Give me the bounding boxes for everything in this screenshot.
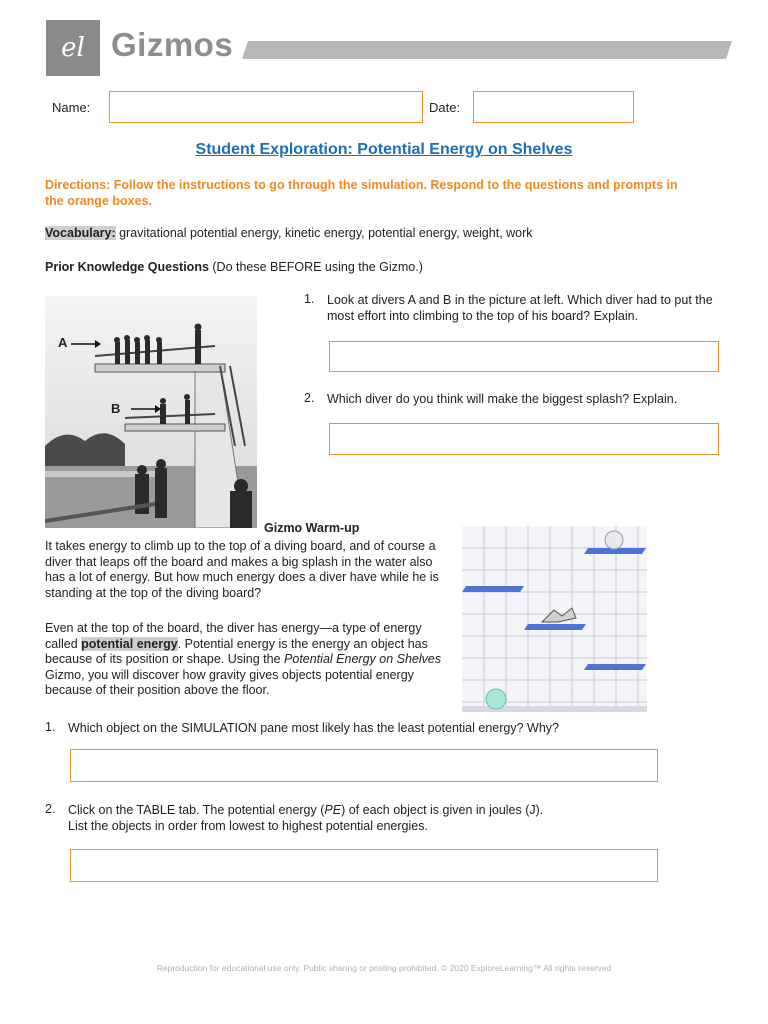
prior-q1-text: Look at divers A and B in the picture at left. Which diver had to put the most effort into climbing to the top of his board? Explain. (327, 293, 713, 323)
diver-b-label: B (111, 401, 121, 416)
prior-q2-text: Which diver do you think will make the biggest splash? Explain. (327, 392, 678, 406)
name-field[interactable] (109, 91, 423, 123)
prior-knowledge-note: (Do these BEFORE using the Gizmo.) (208, 260, 423, 274)
warmup-p2-part3: Gizmo, you will discover how gravity gives objects potential energy because of their position above the floor. (45, 667, 414, 697)
warmup-q2-answer-box[interactable] (70, 849, 658, 882)
potential-energy-term: potential energy (81, 636, 178, 651)
diver-photo (45, 296, 257, 528)
directions: Directions: Follow the instructions to go through the simulation. Respond to the questions and prompts in the orange boxes. (45, 178, 678, 208)
gizmos-logo (46, 20, 100, 76)
gizmo-name: Potential Energy on Shelves (284, 652, 442, 666)
simulation-shelves-image (462, 526, 647, 712)
diver-photo-image (45, 296, 257, 528)
shelves-diagram (462, 526, 647, 712)
prior-q2-number: 2. (304, 391, 315, 405)
page-title[interactable]: Student Exploration: Potential Energy on Shelves (195, 141, 573, 158)
prior-q1-answer-box[interactable] (329, 341, 719, 372)
warmup-q2-part3: List the objects in order from lowest to highest potential energies. (68, 819, 428, 833)
warmup-q2-part1: Click on the TABLE tab. The potential energy ( (68, 803, 325, 817)
prior-knowledge-title: Prior Knowledge Questions (45, 260, 209, 274)
warmup-p2-part1: Even at the top of the board, the diver has energy—a type of energy called (45, 621, 422, 651)
vocabulary-terms: gravitational potential energy, kinetic energy, potential energy, weight, work (115, 226, 533, 240)
pe-abbrev: PE (324, 803, 342, 817)
warmup-paragraph-1: It takes energy to climb up to the top of a diving board, and of course a diver that leaps off the board and makes a big splash in the water also has a lot of energy. But how much energy does a diver have while he is standing at the top of the diving board? (45, 539, 439, 600)
date-field[interactable] (473, 91, 634, 123)
warmup-q2-text (68, 802, 688, 834)
footer: Reproduction for educational use only. Public sharing or posting prohibited. © 2020 ExploreLearning™ All rights reserved (156, 963, 612, 973)
logo-mark: el (61, 33, 85, 63)
prior-q2-answer-box[interactable] (329, 423, 719, 455)
prior-knowledge-heading (45, 260, 423, 274)
warmup-paragraph-2 (45, 621, 445, 699)
warmup-q1-answer-box[interactable] (70, 749, 658, 782)
prior-q1-number: 1. (304, 292, 315, 306)
warmup-q2-part2: ) of each object is given in joules (J). (341, 803, 544, 817)
warmup-q1-number: 1. (45, 720, 56, 734)
warmup-q2-number: 2. (45, 802, 56, 816)
date-label: Date: (429, 100, 461, 115)
brand-name: Gizmos (111, 26, 234, 63)
header-bar (242, 41, 732, 59)
diver-a-label: A (58, 335, 68, 350)
warmup-q1-text: Which object on the SIMULATION pane most likely has the least potential energy? Why? (68, 721, 559, 735)
vocabulary-label: Vocabulary: (45, 226, 116, 240)
vocabulary (45, 226, 533, 240)
warmup-heading: Gizmo Warm-up (264, 521, 360, 535)
name-label: Name: (52, 100, 91, 115)
warmup-p2-part2: . Potential energy is the energy an object has because of its position or shape. Using the (45, 636, 428, 666)
